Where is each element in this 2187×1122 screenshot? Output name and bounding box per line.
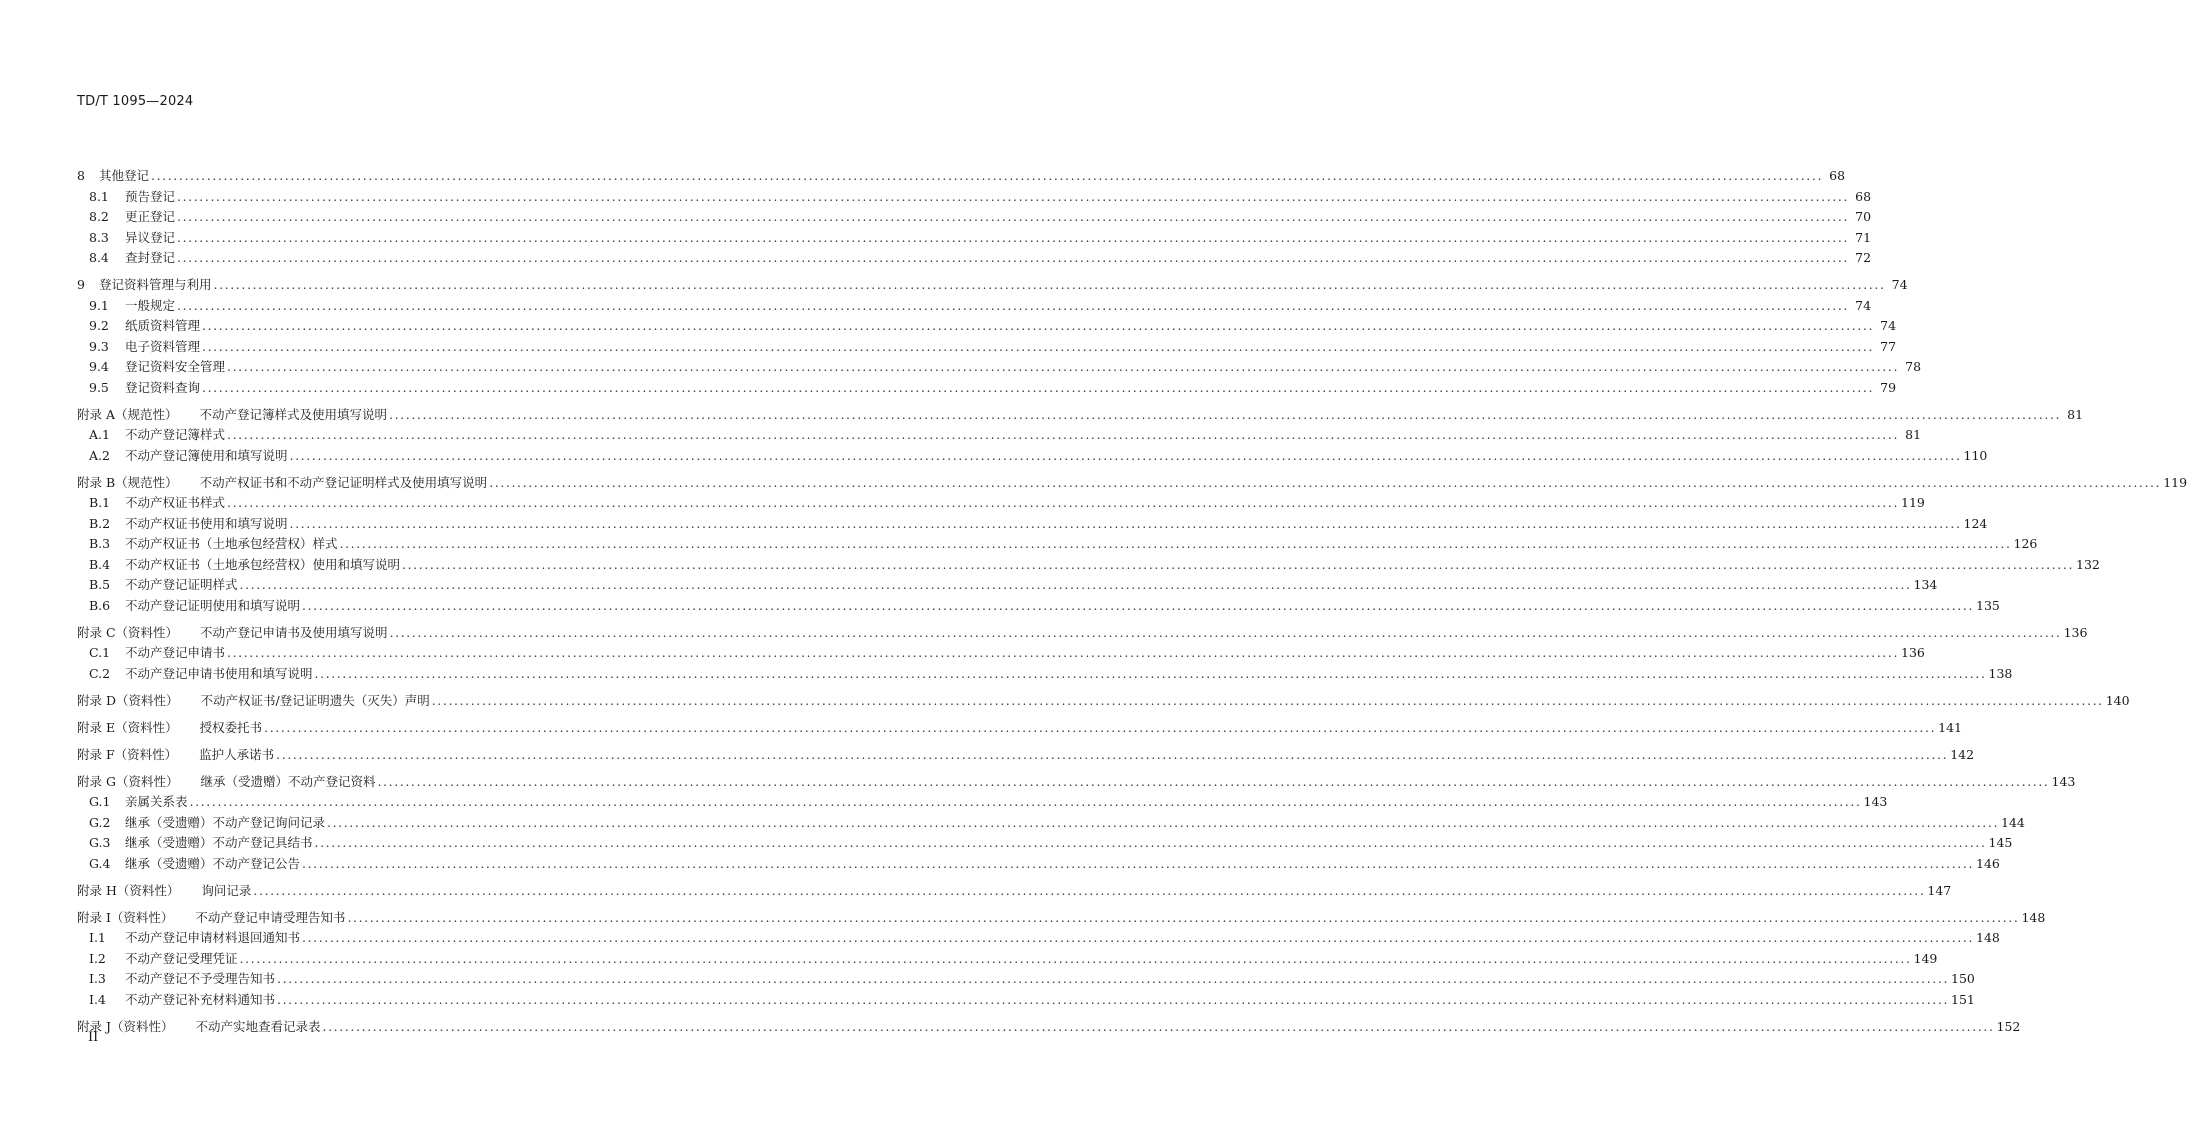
table-of-contents xyxy=(77,166,2187,1037)
toc-entry-page: 138 xyxy=(1988,665,2013,681)
toc-entry-title: 不动产权证书样式 xyxy=(125,495,226,510)
toc-entry[interactable] xyxy=(77,691,2130,712)
toc-entry-page: 148 xyxy=(2021,909,2046,925)
toc-entry[interactable] xyxy=(77,1017,2021,1038)
toc-entry-page: 81 xyxy=(2067,406,2084,422)
dot-leader: ............................................................................................................................................................................................................................................................................................................ xyxy=(202,379,1875,395)
toc-entry-number: B.4 xyxy=(89,556,111,572)
toc-entry-number: I.3 xyxy=(89,971,106,986)
toc-entry-number: G.3 xyxy=(89,835,111,850)
toc-entry-title: 继承（受遗赠）不动产登记资料 xyxy=(200,773,376,789)
dot-leader: ............................................................................................................................................................................................................................................................................................................ xyxy=(302,930,1975,945)
toc-entry-number: 9.2 xyxy=(89,318,109,333)
toc-entry-title: 不动产权证书（土地承包经营权）使用和填写说明 xyxy=(125,556,401,572)
dot-leader: ............................................................................................................................................................................................................................................................................................................ xyxy=(177,297,1850,313)
toc-entry-title: 其他登记 xyxy=(99,168,150,183)
toc-entry[interactable] xyxy=(77,534,2038,555)
toc-entry-number: 8.1 xyxy=(89,188,109,204)
toc-entry[interactable] xyxy=(77,643,1925,664)
toc-entry-number: G.4 xyxy=(89,855,111,871)
toc-entry-number: 8.3 xyxy=(89,229,109,245)
toc-entry-page: 141 xyxy=(1938,719,1962,735)
toc-entry-page: 146 xyxy=(1976,855,2000,871)
toc-entry-title: 不动产登记簿样式及使用填写说明 xyxy=(199,406,388,422)
toc-entry-title: 询问记录 xyxy=(201,882,252,898)
toc-entry-number: 附录 D（资料性） xyxy=(77,692,179,708)
toc-entry-number: G.2 xyxy=(89,814,111,830)
toc-entry-number: B.5 xyxy=(89,577,111,592)
toc-entry[interactable] xyxy=(77,493,1925,514)
dot-leader: ............................................................................................................................................................................................................................................................................................................ xyxy=(302,855,1975,871)
toc-entry-number: C.1 xyxy=(89,645,111,660)
dot-leader: ............................................................................................................................................................................................................................................................................................................ xyxy=(402,556,2075,572)
toc-entry[interactable] xyxy=(77,664,2013,685)
toc-entry-page: 78 xyxy=(1905,359,1922,374)
toc-entry-title: 继承（受遗赠）不动产登记询问记录 xyxy=(125,814,326,830)
dot-leader: ............................................................................................................................................................................................................................................................................................................ xyxy=(239,577,1912,592)
toc-entry-title: 不动产登记证明使用和填写说明 xyxy=(125,597,301,613)
dot-leader: ............................................................................................................................................................................................................................................................................................................ xyxy=(189,794,1862,809)
dot-leader: ............................................................................................................................................................................................................................................................................................................ xyxy=(177,229,1850,245)
toc-entry-title: 不动产登记申请材料退回通知书 xyxy=(125,930,301,945)
dot-leader: ............................................................................................................................................................................................................................................................................................................ xyxy=(389,624,2062,640)
toc-entry-title: 一般规定 xyxy=(125,297,176,313)
toc-entry-number: 9.4 xyxy=(89,359,109,374)
toc-entry[interactable] xyxy=(77,792,1888,813)
dot-leader: ............................................................................................................................................................................................................................................................................................................ xyxy=(227,359,1900,374)
toc-entry[interactable] xyxy=(77,833,2013,854)
toc-entry-number: 附录 F（资料性） xyxy=(77,746,178,762)
toc-entry[interactable] xyxy=(77,555,2100,576)
toc-entry[interactable] xyxy=(77,575,1938,596)
toc-entry-number: 附录 J（资料性） xyxy=(77,1018,174,1034)
toc-entry-number: B.3 xyxy=(89,536,111,551)
toc-entry-page: 110 xyxy=(1963,447,1988,463)
toc-entry-page: 143 xyxy=(1863,794,1888,809)
toc-entry-number: 9 xyxy=(77,277,85,292)
toc-entry-title: 亲属关系表 xyxy=(125,794,188,809)
toc-entry-page: 145 xyxy=(1988,835,2013,850)
toc-entry[interactable] xyxy=(77,473,2187,494)
dot-leader: ............................................................................................................................................................................................................................................................................................................ xyxy=(277,971,1950,986)
toc-entry-page: 136 xyxy=(1901,645,1925,660)
dot-leader: ............................................................................................................................................................................................................................................................................................................ xyxy=(239,950,1912,966)
toc-entry-number: 附录 A（规范性） xyxy=(77,406,178,422)
dot-leader: ............................................................................................................................................................................................................................................................................................................ xyxy=(327,814,2000,830)
toc-entry-title: 不动产登记受理凭证 xyxy=(125,950,238,966)
dot-leader: ............................................................................................................................................................................................................................................................................................................ xyxy=(253,882,1926,898)
toc-entry-number: 8.4 xyxy=(89,250,109,265)
dot-leader: ............................................................................................................................................................................................................................................................................................................ xyxy=(302,597,1975,613)
toc-entry-number: 附录 G（资料性） xyxy=(77,773,179,789)
toc-entry[interactable] xyxy=(77,337,1897,358)
toc-entry-title: 异议登记 xyxy=(125,229,176,245)
toc-entry-page: 71 xyxy=(1855,229,1872,245)
toc-entry-number: A.1 xyxy=(89,427,110,442)
toc-entry-number: 9.3 xyxy=(89,338,109,354)
toc-entry-title: 不动产权证书（土地承包经营权）样式 xyxy=(125,536,338,551)
toc-entry[interactable] xyxy=(77,813,2025,834)
toc-entry-page: 135 xyxy=(1976,597,2000,613)
toc-entry-title: 纸质资料管理 xyxy=(125,318,201,333)
toc-entry-title: 更正登记 xyxy=(125,209,176,224)
toc-entry[interactable] xyxy=(77,772,2076,793)
toc-entry-page: 74 xyxy=(1891,277,1908,292)
toc-entry-page: 68 xyxy=(1829,168,1846,183)
toc-entry[interactable] xyxy=(77,928,2000,949)
toc-entry-title: 监护人承诺书 xyxy=(199,746,275,762)
toc-entry-title: 授权委托书 xyxy=(199,719,263,735)
toc-entry[interactable] xyxy=(77,357,1922,378)
dot-leader: ............................................................................................................................................................................................................................................................................................................ xyxy=(276,746,1949,762)
dot-leader: ............................................................................................................................................................................................................................................................................................................ xyxy=(314,835,1987,850)
toc-entry[interactable] xyxy=(77,207,1872,228)
toc-entry-page: 68 xyxy=(1855,188,1872,204)
toc-entry-page: 140 xyxy=(2105,692,2130,708)
toc-entry-number: A.2 xyxy=(89,447,110,463)
toc-entry[interactable] xyxy=(77,908,2046,929)
toc-entry-number: G.1 xyxy=(89,794,111,809)
dot-leader: ............................................................................................................................................................................................................................................................................................................ xyxy=(151,168,1824,183)
toc-entry-page: 124 xyxy=(1963,515,1988,531)
toc-entry-number: 附录 C（资料性） xyxy=(77,624,179,640)
toc-entry-number: 附录 E（资料性） xyxy=(77,719,178,735)
toc-entry-page: 81 xyxy=(1905,427,1922,442)
toc-entry[interactable] xyxy=(77,378,1897,399)
toc-entry[interactable] xyxy=(77,514,1988,535)
toc-entry-number: I.4 xyxy=(89,991,106,1007)
toc-entry-number: 9.1 xyxy=(89,297,109,313)
toc-entry[interactable] xyxy=(77,425,1922,446)
toc-entry-title: 登记资料查询 xyxy=(125,379,201,395)
toc-entry-title: 不动产权证书和不动产登记证明样式及使用填写说明 xyxy=(199,474,488,490)
toc-entry[interactable] xyxy=(77,166,1846,187)
toc-entry-title: 不动产登记申请书 xyxy=(125,645,226,660)
toc-entry-number: B.2 xyxy=(89,515,111,531)
toc-entry-page: 119 xyxy=(1901,495,1925,510)
toc-entry-page: 126 xyxy=(2013,536,2038,551)
toc-entry-page: 136 xyxy=(2063,624,2088,640)
dot-leader: ............................................................................................................................................................................................................................................................................................................ xyxy=(177,250,1850,265)
dot-leader: ............................................................................................................................................................................................................................................................................................................ xyxy=(489,474,2162,490)
toc-entry[interactable] xyxy=(77,745,1975,766)
toc-entry[interactable] xyxy=(77,296,1872,317)
toc-entry-number: 附录 I（资料性） xyxy=(77,909,174,925)
toc-entry-page: 147 xyxy=(1927,882,1952,898)
toc-entry-number: B.1 xyxy=(89,495,111,510)
dot-leader: ............................................................................................................................................................................................................................................................................................................ xyxy=(227,427,1900,442)
dot-leader: ............................................................................................................................................................................................................................................................................................................ xyxy=(339,536,2012,551)
toc-entry-number: 8 xyxy=(77,168,85,183)
dot-leader: ............................................................................................................................................................................................................................................................................................................ xyxy=(277,991,1950,1007)
toc-entry-page: 132 xyxy=(2076,556,2100,572)
toc-entry-title: 不动产登记簿使用和填写说明 xyxy=(125,447,288,463)
toc-entry-title: 继承（受遗赠）不动产登记具结书 xyxy=(125,835,313,850)
dot-leader: ............................................................................................................................................................................................................................................................................................................ xyxy=(227,645,1900,660)
toc-entry-title: 不动产登记证明样式 xyxy=(125,577,238,592)
dot-leader: ............................................................................................................................................................................................................................................................................................................ xyxy=(264,719,1937,735)
toc-entry-page: 144 xyxy=(2001,814,2025,830)
document-code: TD/T 1095—2024 xyxy=(77,94,194,109)
toc-entry-page: 142 xyxy=(1950,746,1975,762)
toc-entry-page: 149 xyxy=(1913,950,1938,966)
toc-entry[interactable] xyxy=(77,248,1872,269)
toc-entry-title: 登记资料安全管理 xyxy=(125,359,226,374)
toc-entry-title: 电子资料管理 xyxy=(125,338,201,354)
toc-entry-page: 72 xyxy=(1855,250,1872,265)
toc-entry[interactable] xyxy=(77,596,2000,617)
toc-entry-title: 继承（受遗赠）不动产登记公告 xyxy=(125,855,301,871)
dot-leader: ............................................................................................................................................................................................................................................................................................................ xyxy=(289,515,1962,531)
toc-entry-title: 不动产权证书/登记证明遗失（灭失）声明 xyxy=(200,692,430,708)
toc-entry-title: 不动产登记簿样式 xyxy=(125,427,226,442)
toc-entry[interactable] xyxy=(77,316,1897,337)
toc-entry-page: 79 xyxy=(1880,379,1897,395)
toc-entry-title: 登记资料管理与利用 xyxy=(99,277,212,292)
toc-entry-page: 150 xyxy=(1951,971,1975,986)
toc-entry[interactable] xyxy=(77,228,1872,249)
toc-entry-title: 不动产登记补充材料通知书 xyxy=(125,991,276,1007)
toc-entry-title: 不动产实地查看记录表 xyxy=(195,1018,321,1034)
toc-entry-page: 119 xyxy=(2163,474,2187,490)
toc-entry[interactable] xyxy=(77,623,2088,644)
toc-entry-page: 152 xyxy=(1996,1018,2021,1034)
toc-entry-number: I.2 xyxy=(89,950,106,966)
dot-leader: ............................................................................................................................................................................................................................................................................................................ xyxy=(347,909,2020,925)
toc-entry-title: 不动产登记申请书使用和填写说明 xyxy=(125,665,313,681)
toc-entry[interactable] xyxy=(77,990,1975,1011)
dot-leader: ............................................................................................................................................................................................................................................................................................................ xyxy=(177,188,1850,204)
dot-leader: ............................................................................................................................................................................................................................................................................................................ xyxy=(213,277,1886,292)
toc-entry[interactable] xyxy=(77,446,1988,467)
dot-leader: ............................................................................................................................................................................................................................................................................................................ xyxy=(431,692,2104,708)
toc-entry-title: 不动产登记申请书及使用填写说明 xyxy=(200,624,388,640)
toc-entry-number: I.1 xyxy=(89,930,106,945)
dot-leader: ............................................................................................................................................................................................................................................................................................................ xyxy=(322,1018,1995,1034)
toc-entry-title: 查封登记 xyxy=(125,250,176,265)
toc-entry-title: 不动产登记不予受理告知书 xyxy=(125,971,276,986)
toc-entry-number: 8.2 xyxy=(89,209,109,224)
dot-leader: ............................................................................................................................................................................................................................................................................................................ xyxy=(377,773,2050,789)
toc-entry-page: 74 xyxy=(1855,297,1872,313)
toc-entry-page: 151 xyxy=(1951,991,1975,1007)
toc-entry[interactable] xyxy=(77,405,2084,426)
toc-entry[interactable] xyxy=(77,854,2000,875)
toc-entry-number: C.2 xyxy=(89,665,111,681)
toc-entry[interactable] xyxy=(77,949,1938,970)
toc-entry-number: 9.5 xyxy=(89,379,109,395)
toc-entry[interactable] xyxy=(77,969,1975,990)
toc-entry-title: 不动产登记申请受理告知书 xyxy=(195,909,346,925)
toc-entry[interactable] xyxy=(77,187,1872,208)
toc-entry[interactable] xyxy=(77,881,1952,902)
toc-entry-number: 附录 B（规范性） xyxy=(77,474,178,490)
toc-entry-number: 附录 H（资料性） xyxy=(77,882,180,898)
toc-entry-title: 不动产权证书使用和填写说明 xyxy=(125,515,288,531)
dot-leader: ............................................................................................................................................................................................................................................................................................................ xyxy=(389,406,2062,422)
toc-entry-title: 预告登记 xyxy=(125,188,176,204)
dot-leader: ............................................................................................................................................................................................................................................................................................................ xyxy=(314,665,1987,681)
dot-leader: ............................................................................................................................................................................................................................................................................................................ xyxy=(289,447,1962,463)
toc-entry[interactable] xyxy=(77,718,1962,739)
dot-leader: ............................................................................................................................................................................................................................................................................................................ xyxy=(202,318,1875,333)
page-number: II xyxy=(88,1030,99,1045)
toc-entry-page: 143 xyxy=(2051,773,2076,789)
dot-leader: ............................................................................................................................................................................................................................................................................................................ xyxy=(227,495,1900,510)
dot-leader: ............................................................................................................................................................................................................................................................................................................ xyxy=(202,338,1875,354)
toc-entry-page: 70 xyxy=(1855,209,1872,224)
toc-entry[interactable] xyxy=(77,275,1908,296)
toc-entry-page: 74 xyxy=(1880,318,1897,333)
toc-entry-number: B.6 xyxy=(89,597,111,613)
toc-entry-page: 148 xyxy=(1976,930,2000,945)
toc-entry-page: 134 xyxy=(1913,577,1938,592)
dot-leader: ............................................................................................................................................................................................................................................................................................................ xyxy=(177,209,1850,224)
toc-entry-page: 77 xyxy=(1880,338,1897,354)
